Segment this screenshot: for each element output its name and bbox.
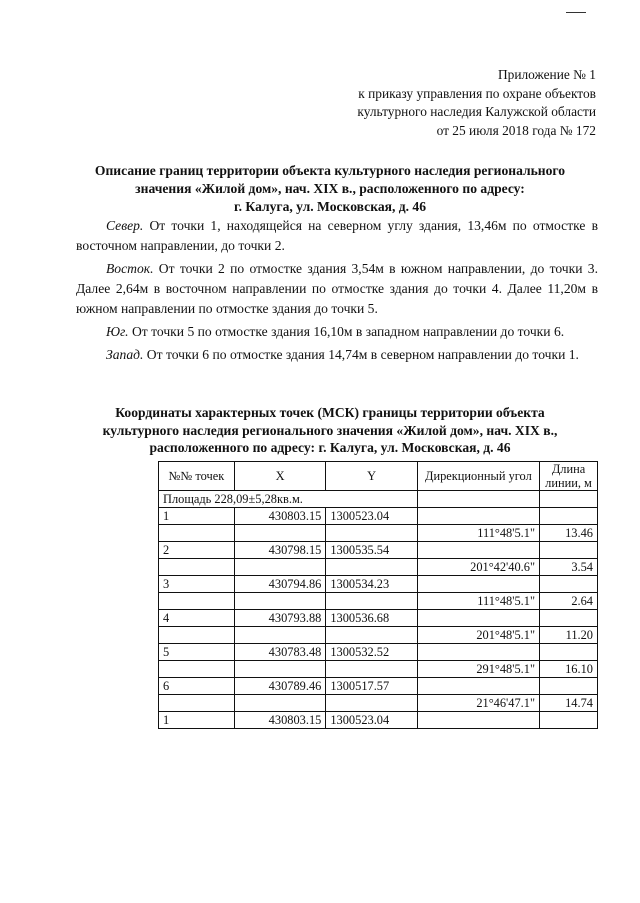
table-cell	[159, 661, 235, 678]
appendix-line-4: от 25 июля 2018 года № 172	[436, 122, 596, 138]
table-cell: 201°48'5.1"	[417, 627, 539, 644]
table-cell: 430803.15	[234, 712, 325, 729]
appendix-line-1: Приложение № 1	[497, 67, 596, 82]
table-row	[159, 678, 598, 695]
table-cell	[540, 576, 598, 593]
coordinates-title	[60, 404, 600, 457]
table-cell	[417, 542, 539, 559]
table-cell: 430783.48	[234, 644, 325, 661]
table-row	[159, 576, 598, 593]
table-cell: 1300532.52	[326, 644, 417, 661]
table-cell: 11.20	[540, 627, 598, 644]
table-cell	[540, 491, 598, 508]
appendix-header	[357, 66, 596, 140]
desc-label: Север.	[106, 218, 144, 233]
table-cell: 21°46'47.1"	[417, 695, 539, 712]
table-cell	[417, 644, 539, 661]
table-row	[159, 525, 598, 542]
desc-label: Запад.	[106, 347, 144, 362]
table-cell	[540, 678, 598, 695]
table-cell	[540, 542, 598, 559]
desc-text: От точки 2 по отмостке здания 3,54м в южном направлении, до точки 3. Далее 2,64м в восточном направлении по отмостке здания до точки 4. Далее 11,20м в южном направлении по отмостке здания до точки 5.	[76, 261, 598, 316]
title1-line-2: значения «Жилой дом», нач. XIX в., расположенного по адресу:	[135, 181, 525, 196]
desc-text: От точки 1, находящейся на северном углу здания, 13,46м по отмостке в восточном направлении, до точки 2.	[76, 218, 598, 253]
table-cell: 201°42'40.6"	[417, 559, 539, 576]
table-row	[159, 542, 598, 559]
table-cell	[234, 559, 325, 576]
table-cell: 1	[159, 508, 235, 525]
area-row	[159, 491, 598, 508]
table-cell	[540, 610, 598, 627]
table-cell	[326, 559, 417, 576]
table-row	[159, 559, 598, 576]
table-cell: 2	[159, 542, 235, 559]
table-row	[159, 661, 598, 678]
desc-east	[76, 259, 598, 319]
table-cell: 16.10	[540, 661, 598, 678]
table-cell	[326, 661, 417, 678]
table-cell	[417, 491, 539, 508]
table-cell: 1300536.68	[326, 610, 417, 627]
table-cell	[326, 593, 417, 610]
table-cell: 3.54	[540, 559, 598, 576]
table-row	[159, 593, 598, 610]
table-cell	[540, 644, 598, 661]
table-cell: 1300535.54	[326, 542, 417, 559]
table-cell	[417, 678, 539, 695]
header-x: X	[234, 462, 325, 491]
table-cell	[540, 712, 598, 729]
table-cell: 6	[159, 678, 235, 695]
table-cell: 111°48'5.1"	[417, 593, 539, 610]
table-cell: 1300523.04	[326, 508, 417, 525]
desc-south	[76, 322, 598, 342]
table-cell	[234, 525, 325, 542]
boundary-description	[76, 216, 598, 368]
table-row	[159, 508, 598, 525]
desc-text: От точки 6 по отмостке здания 14,74м в северном направлении до точки 1.	[143, 347, 579, 362]
header-point-number: №№ точек	[159, 462, 235, 491]
table-cell: 111°48'5.1"	[417, 525, 539, 542]
desc-north	[76, 216, 598, 256]
table-cell	[234, 627, 325, 644]
table-row	[159, 610, 598, 627]
title2-line-2: культурного наследия регионального значения «Жилой дом», нач. XIX в.,	[102, 422, 558, 438]
table-cell	[159, 695, 235, 712]
table-cell: 2.64	[540, 593, 598, 610]
table-cell: 430793.88	[234, 610, 325, 627]
area-cell: Площадь 228,09±5,28кв.м.	[159, 491, 418, 508]
table-cell: 13.46	[540, 525, 598, 542]
table-cell: 1300523.04	[326, 712, 417, 729]
title1-line-3: г. Калуга, ул. Московская, д. 46	[233, 199, 427, 214]
appendix-line-2: к приказу управления по охране объектов	[358, 85, 596, 101]
table-cell	[417, 610, 539, 627]
table-cell: 291°48'5.1"	[417, 661, 539, 678]
table-cell: 3	[159, 576, 235, 593]
table-cell: 4	[159, 610, 235, 627]
header-direction-angle: Дирекционный угол	[417, 462, 539, 491]
desc-label: Юг.	[106, 324, 129, 339]
table-cell	[159, 525, 235, 542]
header-y: Y	[326, 462, 417, 491]
table-cell	[159, 627, 235, 644]
table-row	[159, 644, 598, 661]
table-cell	[326, 627, 417, 644]
boundary-description-title	[60, 162, 600, 216]
table-cell: 14.74	[540, 695, 598, 712]
table-cell	[159, 593, 235, 610]
desc-west	[76, 345, 598, 365]
table-cell: 430789.46	[234, 678, 325, 695]
table-cell: 430794.86	[234, 576, 325, 593]
title2-line-3: расположенного по адресу: г. Калуга, ул. Московская, д. 46	[149, 440, 511, 455]
desc-label: Восток.	[106, 261, 154, 276]
desc-text: От точки 5 по отмостке здания 16,10м в западном направлении до точки 6.	[128, 324, 565, 339]
table-cell	[417, 576, 539, 593]
appendix-line-3: культурного наследия Калужской области	[357, 104, 596, 119]
coordinates-table	[158, 461, 598, 729]
table-cell	[417, 712, 539, 729]
table-header-row	[159, 462, 598, 491]
table-row	[159, 712, 598, 729]
table-cell: 1	[159, 712, 235, 729]
table-cell	[326, 525, 417, 542]
corner-mark	[566, 12, 586, 13]
table-cell	[159, 559, 235, 576]
table-cell	[234, 695, 325, 712]
title1-line-1: Описание границ территории объекта культурного наследия регионального	[94, 163, 566, 178]
table-cell: 430803.15	[234, 508, 325, 525]
table-row	[159, 695, 598, 712]
table-cell: 430798.15	[234, 542, 325, 559]
table-row	[159, 627, 598, 644]
table-cell	[234, 593, 325, 610]
header-line-length: Длина линии, м	[540, 462, 598, 491]
table-cell	[540, 508, 598, 525]
table-cell	[326, 695, 417, 712]
title2-line-1: Координаты характерных точек (МСК) границы территории объекта	[115, 405, 545, 420]
table-cell	[234, 661, 325, 678]
table-cell	[417, 508, 539, 525]
table-cell: 5	[159, 644, 235, 661]
table-cell: 1300534.23	[326, 576, 417, 593]
table-cell: 1300517.57	[326, 678, 417, 695]
